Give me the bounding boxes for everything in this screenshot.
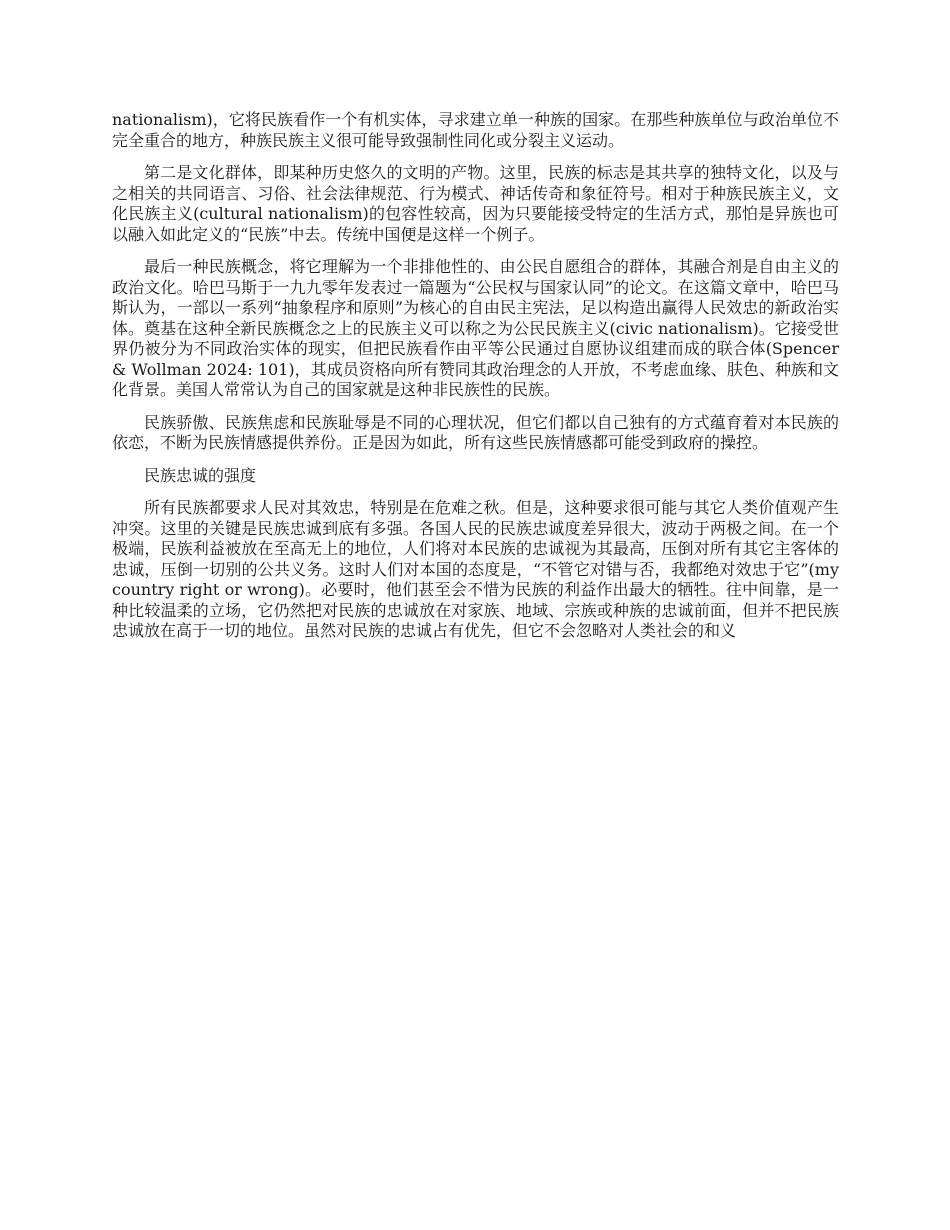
paragraph-civic-nationalism: 最后一种民族概念，将它理解为一个非排他性的、由公民自愿组合的群体，其融合剂是自由主义的政治文化。哈巴马斯于一九九零年发表过一篇题为“公民权与国家认同”的论文。在这篇文章中，哈巴马斯认为，一部以一系列“抽象程序和原则”为核心的自由民主宪法，足以构造出赢得人民效忠的新政治实体。奠基在这种全新民族概念之上的民族主义可以称之为公民民族主义(civic nationalism)。它接受世界仍被分为不同政治实体的现实，但把民族看作由平等公民通过自愿协议组建而成的联合体(Spencer & Wollman 2024: 101)，其成员资格向所有赞同其政治理念的人开放，不考虑血缘、肤色、种族和文化背景。美国人常常认为自己的国家就是这种非民族性的民族。: [112, 257, 839, 399]
paragraph-national-emotions: 民族骄傲、民族焦虑和民族耻辱是不同的心理状况，但它们都以自己独有的方式蕴育着对本民族的依恋，不断为民族情感提供养份。正是因为如此，所有这些民族情感都可能受到政府的操控。: [112, 412, 839, 452]
section-heading: 民族忠诚的强度: [144, 465, 257, 485]
document-body: [112, 110, 839, 654]
paragraph-cultural-group: 第二是文化群体，即某种历史悠久的文明的产物。这里，民族的标志是其共享的独特文化，以及与之相关的共同语言、习俗、社会法律规范、行为模式、神话传奇和象征符号。相对于种族民族主义，文化民族主义(cultural nationalism)的包容性较高，因为只要能接受特定的生活方式，那怕是异族也可以融入如此定义的“民族”中去。传统中国便是这样一个例子。: [112, 163, 839, 244]
paragraph-ethnic-nationalism-end: nationalism)，它将民族看作一个有机实体，寻求建立单一种族的国家。在那些种族单位与政治单位不完全重合的地方，种族民族主义很可能导致强制性同化或分裂主义运动。: [112, 110, 839, 150]
paragraph-loyalty-strength: 所有民族都要求人民对其效忠，特别是在危难之秋。但是，这种要求很可能与其它人类价值观产生冲突。这里的关键是民族忠诚到底有多强。各国人民的民族忠诚度差异很大，波动于两极之间。在一个极端，民族利益被放在至高无上的地位，人们将对本民族的忠诚视为其最高，压倒对所有其它主客体的忠诚，压倒一切别的公共义务。这时人们对本国的态度是，“不管它对错与否，我都绝对效忠于它”(my country right or wrong)。必要时，他们甚至会不惜为民族的利益作出最大的牺牲。往中间靠，是一种比较温柔的立场，它仍然把对民族的忠诚放在对家族、地域、宗族或种族的忠诚前面，但并不把民族忠诚放在高于一切的地位。虽然对民族的忠诚占有优先，但它不会忽略对人类社会的和义: [112, 498, 839, 640]
